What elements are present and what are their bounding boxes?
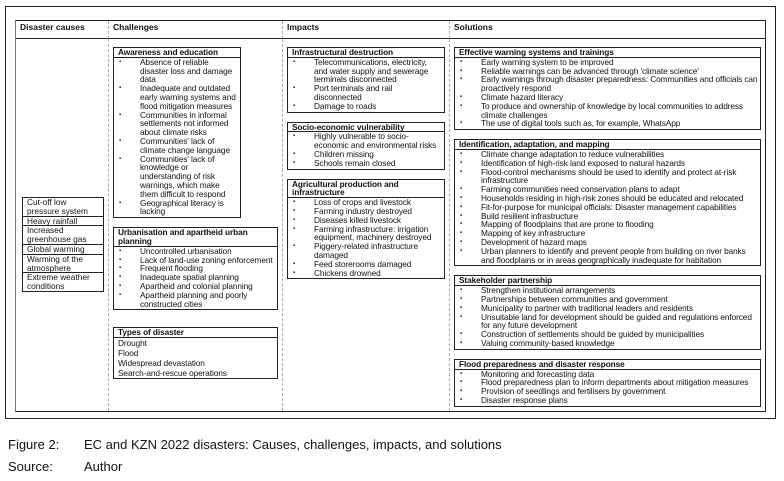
list-item: ▪ Communities' lack of knowledge or understanding of risk warnings, which make them difficult to respond (116, 155, 238, 199)
list-item: ▪ Schools remain closed (290, 159, 442, 168)
bullet-list (114, 247, 277, 310)
list-item: ▪ Mapping of key infrastructure (457, 229, 758, 238)
box-title: Agricultural production and infrastructure (288, 180, 444, 199)
list-item: ▪ Communities' lack of climate change language (116, 137, 238, 155)
list-item: ▪ Farming communities need conservation plans to adapt (457, 185, 758, 194)
list-item: ▪ Farming industry destroyed (290, 207, 442, 216)
figure-caption (8, 437, 784, 459)
caption-text: EC and KZN 2022 disasters: Causes, challenges, impacts, and solutions (84, 436, 502, 452)
bullet-list (288, 198, 444, 278)
box-title: Flood preparedness and disaster response (455, 360, 760, 370)
list-item: ▪ Municipality to partner with traditional leaders and residents (457, 304, 758, 313)
list-item: ▪ Feed storerooms damaged (290, 260, 442, 269)
list-item: ▪ Unsuitable land for development should be guided and regulations enforced for any future development (457, 313, 758, 331)
list-item: ▪ Construction of settlements should be guided by municipalities (457, 330, 758, 339)
list-item: Drought (118, 338, 147, 349)
list-item: ▪ Uncontrolled urbanisation (116, 247, 275, 256)
list-item: ▪ To produce and ownership of knowledge by local communities to address climate challenges (457, 102, 758, 120)
list-item: ▪ Children missing (290, 150, 442, 159)
list-item: ▪ Early warnings through disaster preparedness: Communities and officials can proactively respond (457, 75, 758, 93)
bullet-list (455, 150, 760, 265)
box-title: Awareness and education (114, 48, 240, 58)
list-item: ▪ Farming infrastructure: irrigation equipment, machinery destroyed (290, 225, 442, 243)
list-item: ▪ Chickens drowned (290, 269, 442, 278)
box-title: Identification, adaptation, and mapping (455, 140, 760, 150)
challenges-column (108, 39, 282, 411)
impacts-column (282, 39, 449, 411)
list-item: ▪ Telecommunications, electricity, and water supply and sewerage terminals disconnected (290, 58, 442, 84)
header-challenges: Challenges (108, 21, 282, 39)
list-item: ▪ Climate hazard literacy (457, 93, 758, 102)
source-text: Author (84, 458, 123, 474)
list-item: ▪ Valuing community-based knowledge (457, 339, 758, 348)
list-item: ▪ Development of hazard maps (457, 238, 758, 247)
box-solutions-2 (454, 275, 761, 349)
list-item: ▪ Identification of high-risk land exposed to natural hazards (457, 159, 758, 168)
list-item: ▪ Flood-control mechanisms should be used to identify and protect at-risk infrastructure (457, 168, 758, 186)
list-item: ▪ Loss of crops and livestock (290, 198, 442, 207)
list-item: ▪ Monitoring and forecasting data (457, 370, 758, 379)
box-impacts-2 (287, 179, 445, 280)
figure-frame (5, 6, 776, 419)
list-item: ▪ Climate change adaptation to reduce vulnerabilities (457, 150, 758, 159)
list-item: ▪ Strengthen institutional arrangements (457, 286, 758, 295)
list-item: ▪ Households residing in high-risk zones should be educated and relocated (457, 194, 758, 203)
list-item: ▪ Inadequate and outdated early warning systems and flood mitigation measures (116, 84, 238, 110)
list-item: ▪ Provision of seedlings and fertilisers by government (457, 387, 758, 396)
causes-list (22, 197, 104, 292)
causes-column (16, 39, 108, 411)
list-item: ▪ Diseases killed livestock (290, 216, 442, 225)
list-item: ▪ Port terminals and rail disconnected (290, 84, 442, 102)
list-item: Search-and-rescue operations (118, 368, 227, 379)
list-item: ▪ Mapping of floodplains that are prone to flooding (457, 220, 758, 229)
header-causes: Disaster causes (16, 21, 108, 39)
source-label: Source: (8, 458, 53, 474)
box-impacts-1 (287, 122, 445, 170)
cause-item: Global warming (23, 245, 103, 255)
list-item: ▪ Reliable warnings can be advanced through 'climate science' (457, 67, 758, 76)
list-item: ▪ Flood preparedness plan to inform departments about mitigation measures (457, 378, 758, 387)
box-solutions-0 (454, 47, 761, 130)
list-item: ▪ Lack of land-use zoning enforcement (116, 256, 275, 265)
box-title: Socio-economic vulnerability (288, 123, 444, 133)
box-solutions-1 (454, 139, 761, 266)
list-item: ▪ Fit-for-purpose for municipal officials: Disaster management capabilities (457, 203, 758, 212)
list-item: ▪ The use of digital tools such as, for example, WhatsApp (457, 119, 758, 128)
list-item: ▪ Apartheid and colonial planning (116, 282, 275, 291)
list-item: ▪ Disaster response plans (457, 396, 758, 405)
box-impacts-0 (287, 47, 445, 113)
list-item: ▪ Partnerships between communities and government (457, 295, 758, 304)
list-item: ▪ Early warning system to be improved (457, 58, 758, 67)
cause-item: Extreme weather conditions (27, 272, 90, 292)
box-title: Urbanisation and apartheid urban planning (114, 228, 277, 247)
box-solutions-3 (454, 359, 761, 407)
bullet-list (288, 58, 444, 112)
caption-label: Figure 2: (8, 436, 60, 452)
cause-item: Increased greenhouse gas (23, 226, 103, 245)
cause-item: Cut-off low pressure system (23, 198, 103, 217)
box-challenges-1 (113, 227, 278, 310)
list-item: ▪ Inadequate spatial planning (116, 273, 275, 282)
list-item: ▪ Communities in informal settlements not informed about climate risks (116, 111, 238, 137)
list-item: ▪ Build resilient infrastructure (457, 212, 758, 221)
cause-item: Heavy rainfall (23, 217, 103, 227)
box-challenges-2 (113, 327, 278, 379)
bullet-list (288, 132, 444, 168)
box-title: Effective warning systems and trainings (455, 48, 760, 58)
cause-item: Warming of the atmosphere (23, 255, 103, 274)
solutions-column (449, 39, 765, 411)
bullet-list (455, 58, 760, 129)
list-item: Widespread devastation (118, 358, 205, 369)
list-item: Flood (118, 348, 139, 359)
figure-source (8, 459, 784, 481)
list-item: ▪ Apartheid planning and poorly constructed cities (116, 291, 275, 309)
box-challenges-0 (113, 47, 241, 218)
plain-list (114, 338, 277, 378)
header-impacts: Impacts (282, 21, 449, 39)
box-title: Infrastructural destruction (288, 48, 444, 58)
list-item: ▪ Damage to roads (290, 102, 442, 111)
bullet-list (455, 286, 760, 349)
list-item: ▪ Absence of reliable disaster loss and damage data (116, 58, 238, 84)
box-title: Stakeholder partnership (455, 276, 760, 286)
figure-table (15, 20, 766, 412)
bullet-list (114, 58, 240, 217)
box-title: Types of disaster (114, 328, 277, 338)
list-item: ▪ Piggery-related infrastructure damaged (290, 242, 442, 260)
header-solutions: Solutions (449, 21, 765, 39)
bullet-list (455, 370, 760, 406)
list-item: ▪ Geographical literacy is lacking (116, 199, 238, 217)
list-item: ▪ Frequent flooding (116, 264, 275, 273)
list-item: ▪ Highly vulnerable to socio-economic and environmental risks (290, 132, 442, 150)
list-item: ▪ Urban planners to identify and prevent people from building on river banks and floodplains or in areas geographically inadequate for habitation (457, 247, 758, 265)
